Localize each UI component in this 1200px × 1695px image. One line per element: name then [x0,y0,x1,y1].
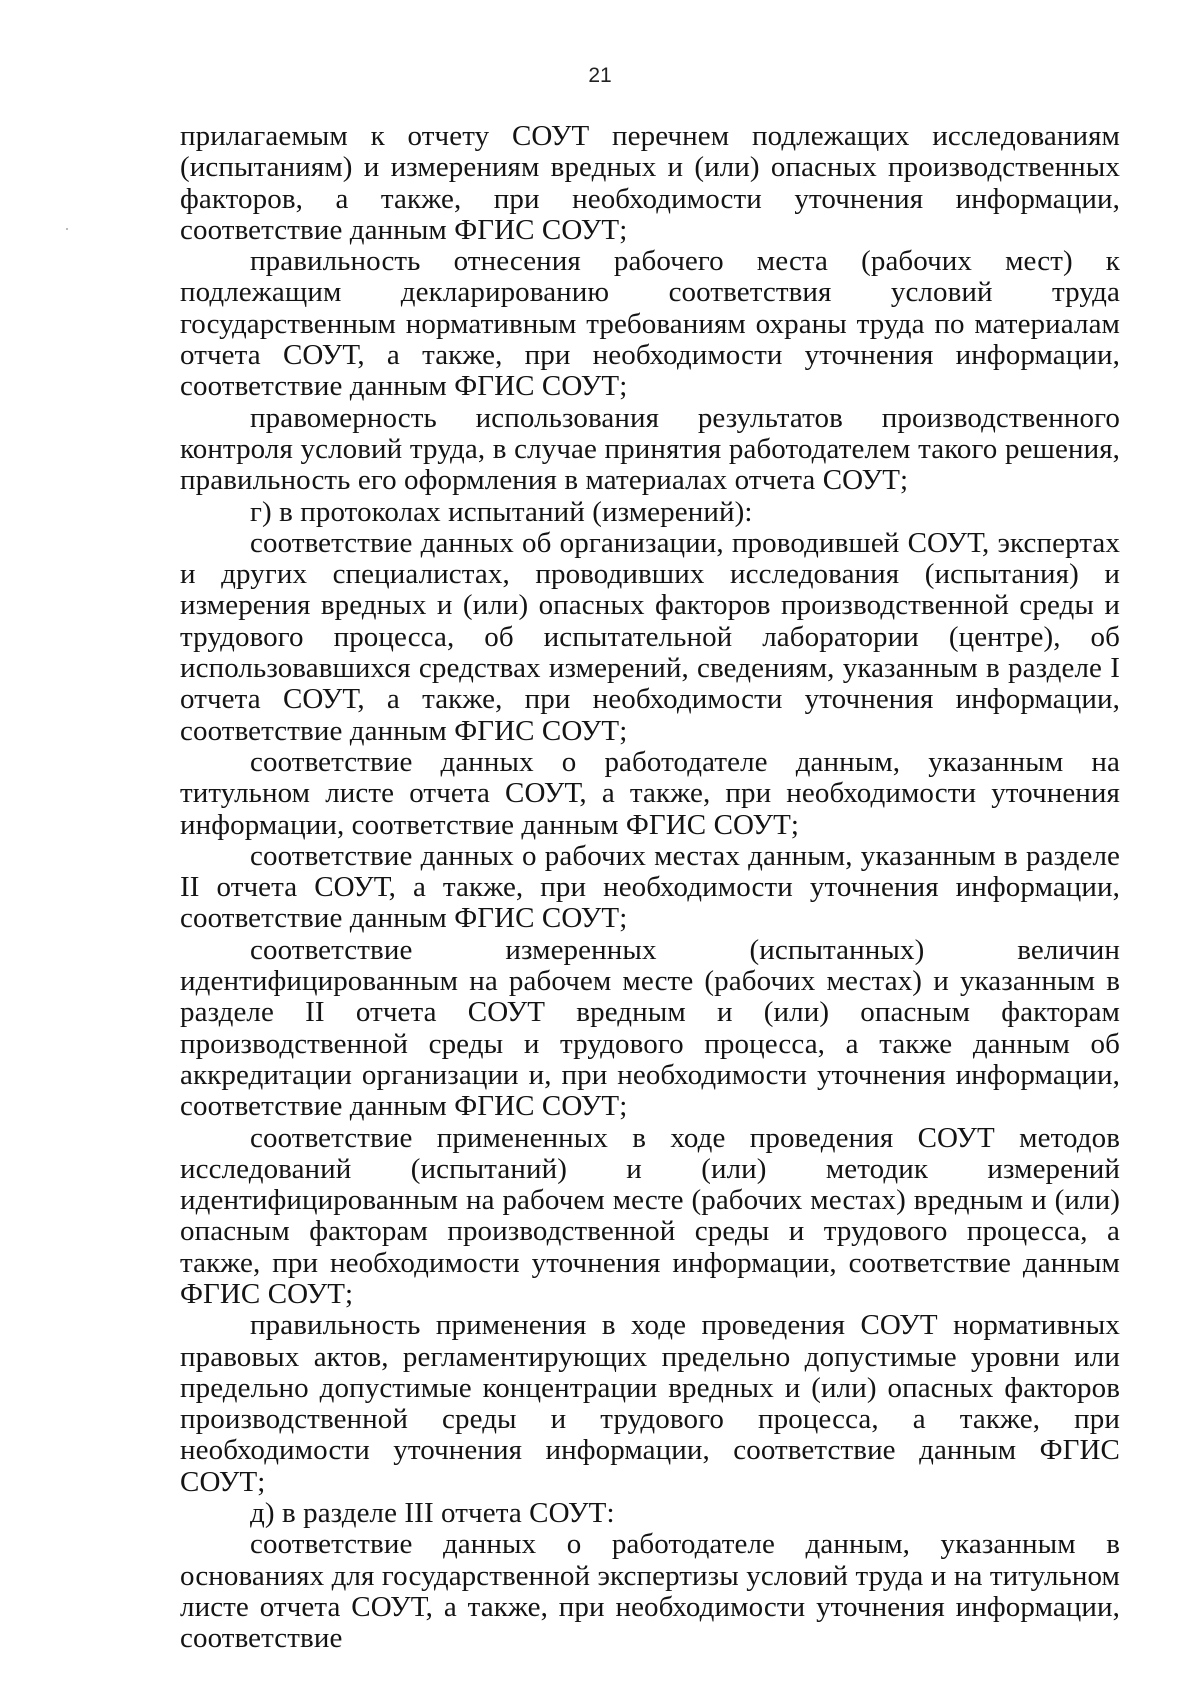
paragraph: соответствие измеренных (испытанных) величин идентифицированным на рабочем месте (рабочих местах) и указанным в разделе II отчета СОУТ вредным и (или) опасным факторам производственной среды и трудового процесса, а также данным об аккредитации организации и, при необходимости уточнения информации, соответствие данным ФГИС СОУТ; [180,933,1120,1123]
subsection-heading-d: д) в разделе III отчета СОУТ: [250,1497,615,1530]
paragraph: соответствие данных об организации, проводившей СОУТ, экспертах и других специалистах, проводивших исследования (испытания) и измерения вредных и (или) опасных факторов производственной среды и трудового процесса, об испытательной лаборатории (центре), об использовавшихся средствах измерений, сведениям, указанным в разделе I отчета СОУТ, а также, при необходимости уточнения информации, соответствие данным ФГИС СОУТ; [180,526,1120,747]
paragraph: правильность применения в ходе проведения СОУТ нормативных правовых актов, регламентирующих предельно допустимые уровни или предельно допустимые концентрации вредных и (или) опасных факторов производственной среды и трудового процесса, а также, при необходимости уточнения информации, соответствие данным ФГИС СОУТ; [180,1309,1120,1498]
paragraph: соответствие данных о работодателе данным, указанным в основаниях для государственной экспертизы условий труда и на титульном листе отчета СОУТ, а также, при необходимости уточнения информации, соответствие [180,1528,1120,1655]
page-number: 21 [588,64,612,87]
paragraph: правильность отнесения рабочего места (рабочих мест) к подлежащим декларированию соответствия условий труда государственным нормативным требованиям охраны труда по материалам отчета СОУТ, а также, при необходимости уточнения информации, соответствие данным ФГИС СОУТ; [180,245,1120,403]
paragraph: правомерность использования результатов производственного контроля условий труда, в случае принятия работодателем такого решения, правильность его оформления в материалах отчета СОУТ; [180,401,1120,497]
paragraph: соответствие данных о рабочих местах данным, указанным в разделе II отчета СОУТ, а также, при необходимости уточнения информации, соответствие данным ФГИС СОУТ; [180,839,1120,935]
scan-artifact [66,228,68,230]
paragraph-continuation: прилагаемым к отчету СОУТ перечнем подлежащих исследованиям (испытаниям) и измерениям вредных и (или) опасных производственных факторов, а также, при необходимости уточнения информации, соответствие данным ФГИС СОУТ; [180,120,1120,246]
paragraph: соответствие данных о работодателе данным, указанным на титульном листе отчета СОУТ, а также, при необходимости уточнения информации, соответствие данным ФГИС СОУТ; [180,745,1120,841]
paragraph: соответствие примененных в ходе проведения СОУТ методов исследований (испытаний) и (или) методик измерений идентифицированным на рабочем месте (рабочих местах) вредным и (или) опасным факторам производственной среды и трудового процесса, а также, при необходимости уточнения информации, соответствие данным ФГИС СОУТ; [180,1121,1120,1310]
subsection-heading-g: г) в протоколах испытаний (измерений): [250,495,753,528]
document-body [180,121,1120,1655]
